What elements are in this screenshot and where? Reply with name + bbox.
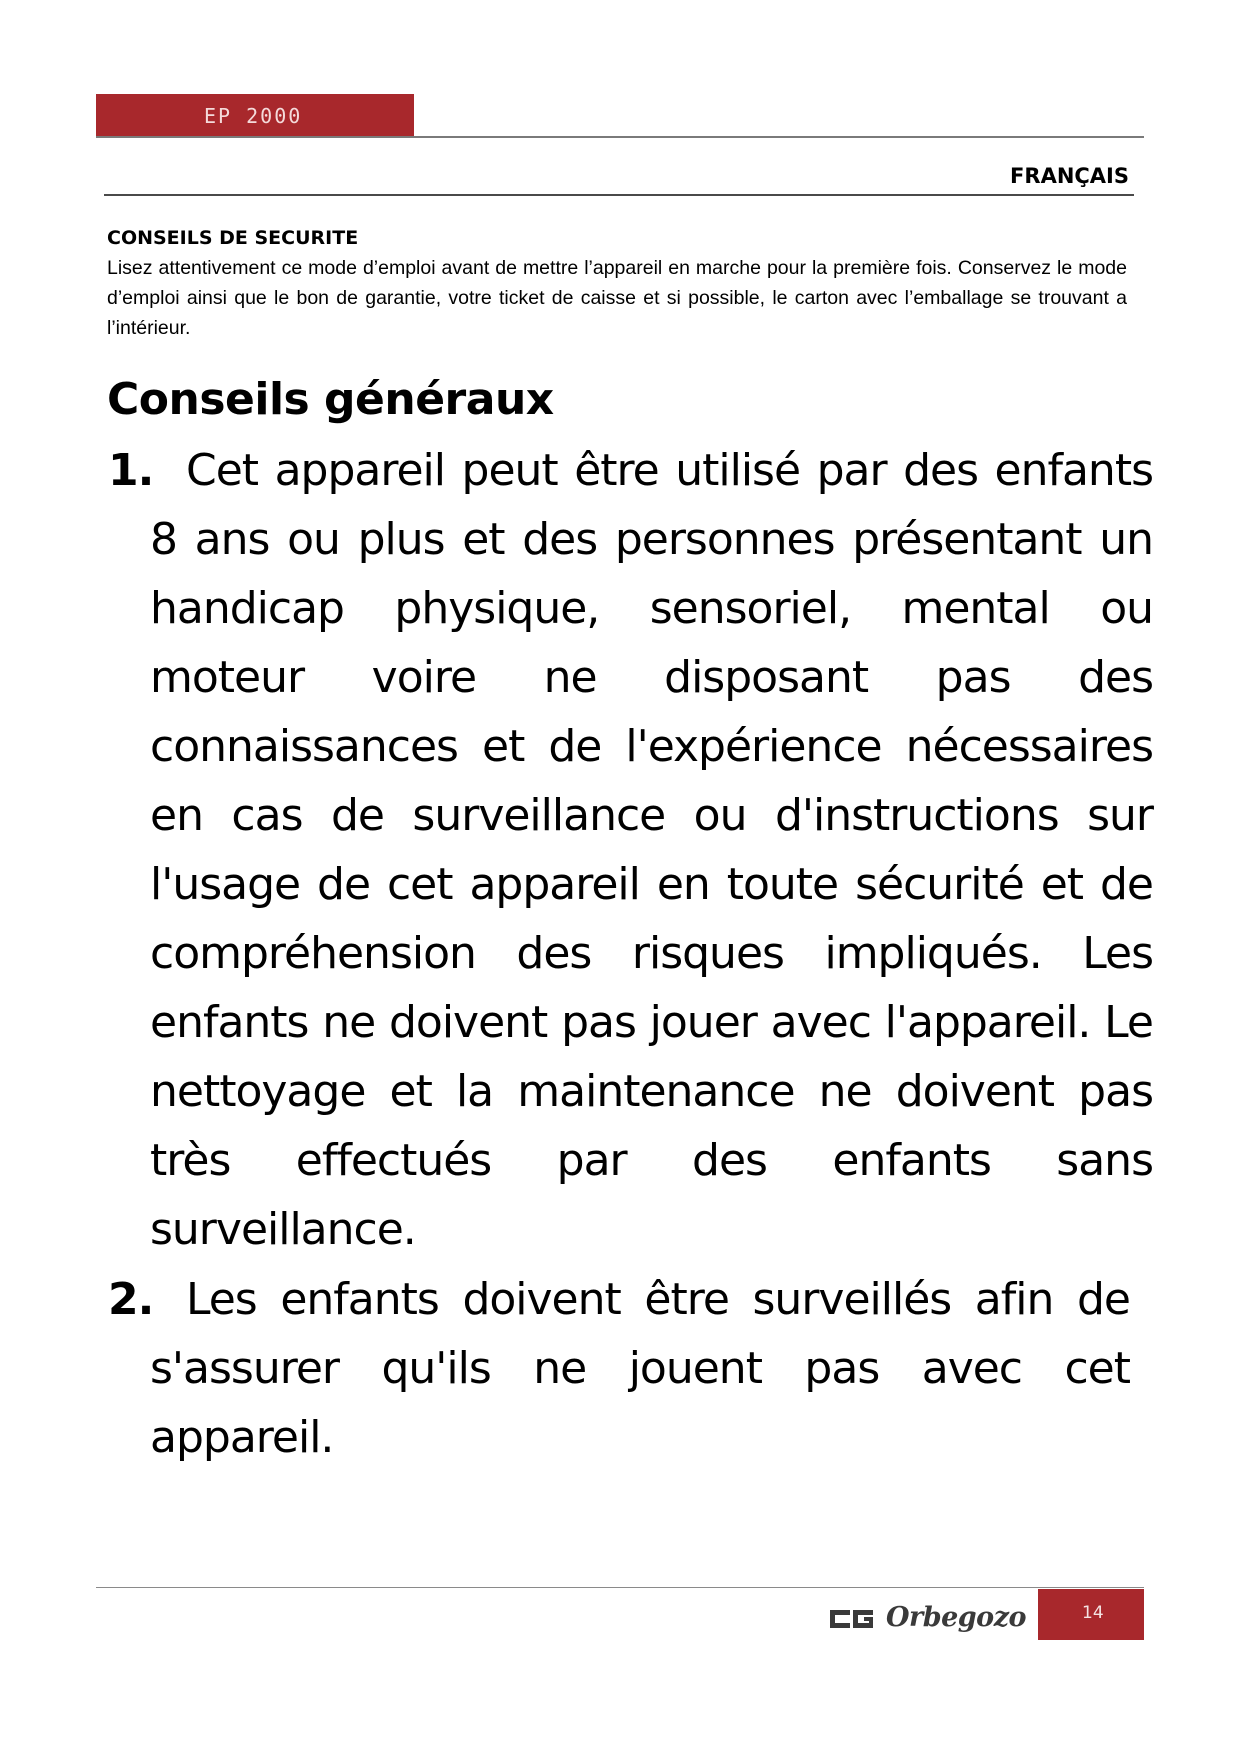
header-divider [96,136,1144,138]
brand-name: Orbegozo [886,1602,1027,1633]
brand-logo [828,1598,1028,1638]
advice-item-1 [108,436,1153,1264]
advice-item-number: 1. [108,445,154,496]
advice-item-2 [108,1265,1130,1472]
model-tab [96,94,414,136]
page-number-box [1038,1589,1144,1640]
safety-text: Lisez attentivement ce mode d’emploi avant de mettre l’appareil en marche pour la première fois. Conservez le mode d’emploi ainsi que le bon de garantie, votre ticket de caisse et si possible, le carton avec l’emballage se trouvant a l’intérieur. [107,257,1127,339]
footer-divider [96,1587,1144,1588]
general-advice-title: Conseils généraux [107,374,554,425]
model-label: EP 2000 [204,104,303,128]
brand-mark-icon [828,1598,876,1638]
advice-item-number: 2. [108,1274,154,1325]
language-label: FRANÇAIS [1010,164,1129,188]
language-divider [104,194,1134,196]
page-number: 14 [1082,1603,1104,1623]
safety-title: CONSEILS DE SECURITE [107,227,359,249]
advice-item-text: Les enfants doivent être surveillés afin de s'assurer qu'ils ne jouent pas avec cet appareil. [150,1274,1130,1463]
advice-item-text: Cet appareil peut être utilisé par des enfants 8 ans ou plus et des personnes présentant un handicap physique, sensoriel, mental ou moteur voire ne disposant pas des connaissances et de l'expérience nécessaires en cas de surveillance ou d'instructions sur l'usage de cet appareil en toute sécurité et de compréhension des risques impliqués. Les enfants ne doivent pas jouer avec l'appareil. Le nettoyage et la maintenance ne doivent pas très effectués par des enfants sans surveillance. [150,445,1153,1255]
